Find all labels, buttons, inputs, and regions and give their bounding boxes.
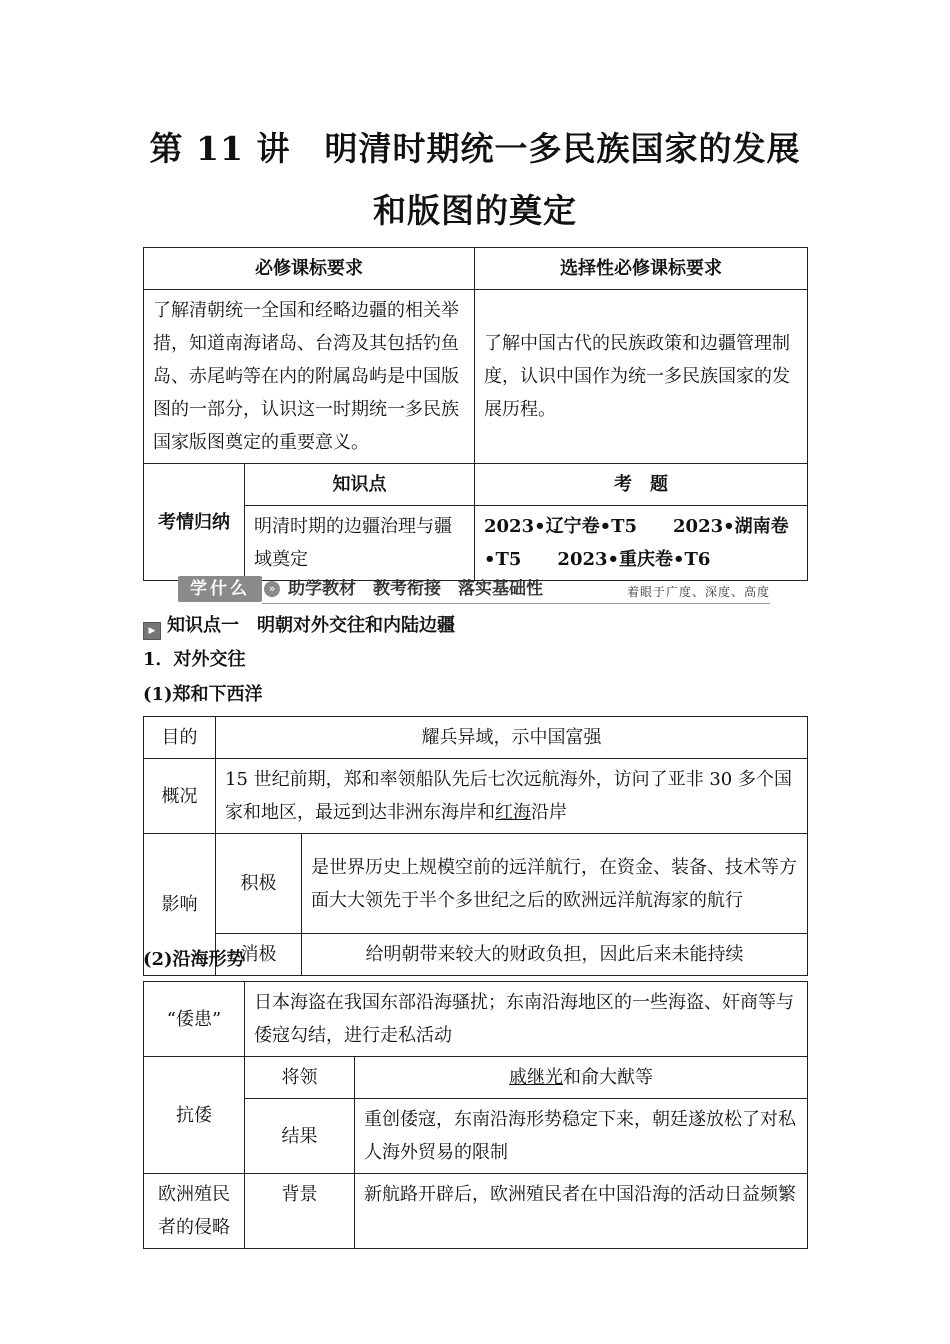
overview-text [216, 759, 808, 834]
kaoqing-label: 考情归纳 [144, 464, 245, 581]
page-title-line2: 和版图的奠定 [373, 191, 577, 230]
general-text-rest: 和俞大猷等 [563, 1067, 653, 1088]
qi-jiguang-term: 戚继光 [509, 1067, 563, 1088]
requirements-table [143, 247, 808, 581]
subheading-foreign-relations: 1．对外交往 [143, 649, 246, 670]
subheading-coast: (2)沿海形势 [143, 949, 245, 970]
background-label: 背景 [245, 1174, 355, 1249]
exam-text: 2023•辽宁卷•T5 2023•湖南卷•T5 2023•重庆卷•T6 [475, 506, 808, 581]
result-label: 结果 [245, 1099, 355, 1174]
required-standard-header: 必修课标要求 [144, 248, 475, 290]
kangwo-label: 抗倭 [144, 1057, 245, 1174]
required-standard-text: 了解清朝统一全国和经略边疆的相关举措，知道南海诸岛、台湾及其包括钓鱼岛、赤尾屿等在内的附属岛屿是中国版图的一部分，认识这一时期统一多民族国家版图奠定的重要意义。 [144, 290, 475, 464]
purpose-label: 目的 [144, 717, 216, 759]
positive-text: 是世界历史上规模空前的远洋航行，在资金、装备、技术等方面大大领先于半个多世纪之后的欧洲远洋航海家的航行 [302, 834, 808, 934]
wohuan-label: “倭患” [144, 982, 245, 1057]
banner-slogan: 着眼于广度、深度、高度 [626, 585, 770, 599]
impact-label: 影响 [144, 834, 216, 976]
zhenghe-table [143, 716, 808, 976]
section-banner [178, 574, 770, 604]
double-arrow-icon: » [264, 581, 280, 597]
negative-text: 给明朝带来较大的财政负担，因此后来未能持续 [302, 934, 808, 976]
knowledge-point-title: 知识点一 明朝对外交往和内陆边疆 [167, 615, 455, 636]
overview-text-part: 15 世纪前期，郑和率领船队先后七次远航海外，访问了亚非 30 多个国家和地区，最远到达非洲东海岸和 [225, 769, 792, 823]
knowledge-point-heading [143, 614, 455, 640]
banner-tab: 学什么 [178, 576, 262, 602]
subheading-zhenghe: (1)郑和下西洋 [143, 684, 263, 705]
elective-standard-header: 选择性必修课标要求 [475, 248, 808, 290]
positive-label: 积极 [216, 834, 302, 934]
knowledge-text: 明清时期的边疆治理与疆域奠定 [245, 506, 475, 581]
overview-label: 概况 [144, 759, 216, 834]
general-label: 将领 [245, 1057, 355, 1099]
wohuan-text: 日本海盗在我国东部沿海骚扰；东南沿海地区的一些海盗、奸商等与倭寇勾结，进行走私活动 [245, 982, 808, 1057]
knowledge-header: 知识点 [245, 464, 475, 506]
coast-table [143, 981, 808, 1249]
overview-text-end: 沿岸 [531, 802, 567, 823]
result-text: 重创倭寇，东南沿海形势稳定下来，朝廷遂放松了对私人海外贸易的限制 [355, 1099, 808, 1174]
banner-text: 助学教材 教考衔接 落实基础性 [288, 579, 543, 599]
background-text: 新航路开辟后，欧洲殖民者在中国沿海的活动日益频繁 [355, 1174, 808, 1249]
negative-label: 消极 [216, 934, 302, 976]
exam-header: 考 题 [475, 464, 808, 506]
europe-label: 欧洲殖民者的侵略 [144, 1174, 245, 1249]
purpose-text: 耀兵异域，示中国富强 [216, 717, 808, 759]
red-sea-term: 红海 [495, 802, 531, 823]
page-title-line1: 第 11 讲 明清时期统一多民族国家的发展 [149, 129, 801, 168]
play-icon: ▶ [143, 622, 161, 640]
general-text [355, 1057, 808, 1099]
banner-divider [262, 603, 770, 604]
elective-standard-text: 了解中国古代的民族政策和边疆管理制度，认识中国作为统一多民族国家的发展历程。 [475, 290, 808, 464]
